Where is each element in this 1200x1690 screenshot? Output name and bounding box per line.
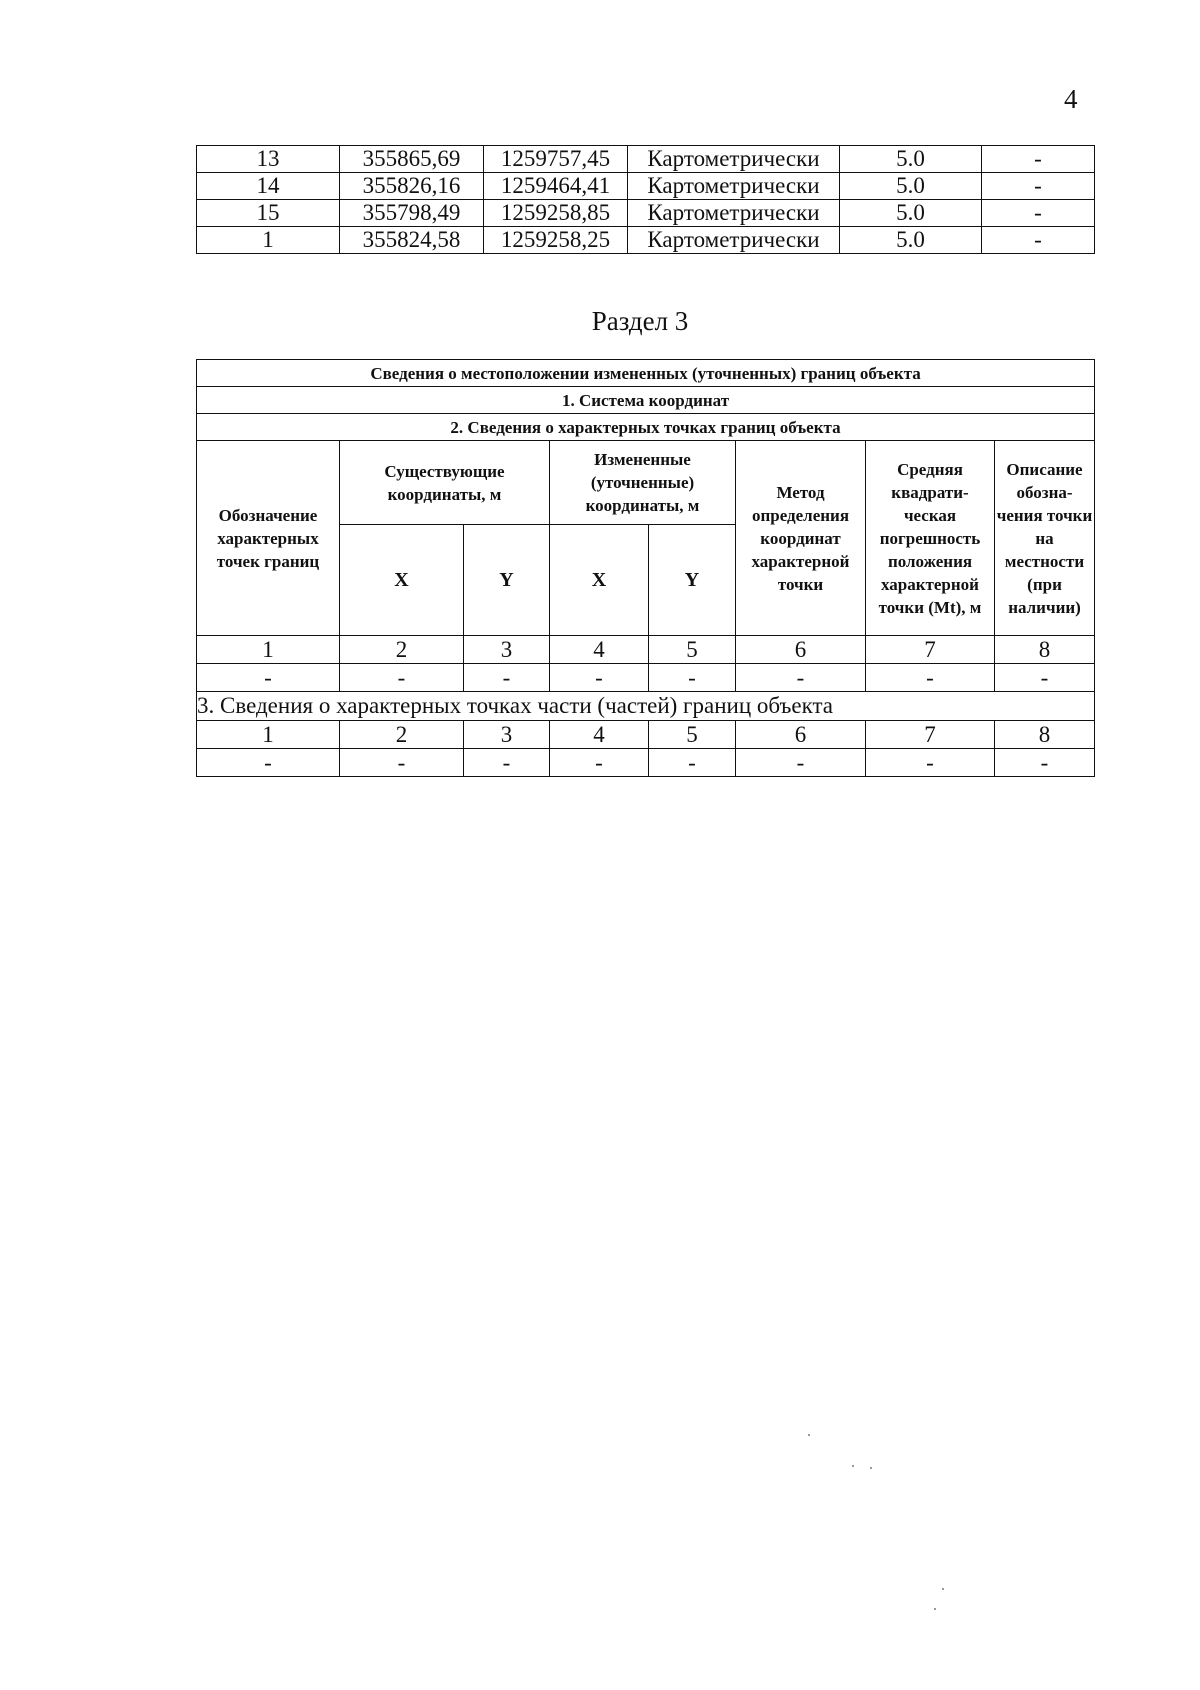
cell-mt: 5.0 (840, 173, 982, 200)
empty-cell: - (736, 749, 866, 777)
column-number: 7 (866, 721, 995, 749)
column-number: 6 (736, 721, 866, 749)
col-existing-coords: Существующие координаты, м (340, 441, 550, 525)
table-header-main: Сведения о местоположении измененных (уточненных) границ объекта (197, 360, 1095, 387)
cell-mt: 5.0 (840, 146, 982, 173)
cell-x-coord: 355824,58 (340, 227, 484, 254)
page-number: 4 (1064, 84, 1078, 114)
table-row (197, 146, 1095, 173)
column-number: 1 (197, 721, 340, 749)
col-changed-coords: Измененные (уточненные) координаты, м (550, 441, 736, 525)
cell-description: - (982, 200, 1095, 227)
column-number: 3 (464, 721, 550, 749)
empty-cell: - (550, 664, 649, 692)
column-number: 8 (995, 721, 1095, 749)
col-method: Метод определения координат характерной точки (736, 441, 866, 636)
column-numbers-row (197, 721, 1095, 749)
empty-data-row (197, 664, 1095, 692)
scan-speck (852, 1465, 854, 1467)
cell-method: Картометрически (628, 200, 840, 227)
col-designation: Обозначение характерных точек границ (197, 441, 340, 636)
table-row (197, 173, 1095, 200)
column-number: 8 (995, 636, 1095, 664)
coordinate-system-header: 1. Система координат (197, 387, 1095, 414)
column-number: 4 (550, 721, 649, 749)
section-title: Раздел 3 (591, 306, 689, 336)
empty-cell: - (197, 749, 340, 777)
cell-y-coord: 1259464,41 (484, 173, 628, 200)
column-number: 2 (340, 636, 464, 664)
scan-speck (934, 1608, 936, 1610)
column-number: 1 (197, 636, 340, 664)
cell-point: 1 (197, 227, 340, 254)
cell-point: 15 (197, 200, 340, 227)
empty-cell: - (464, 664, 550, 692)
col-existing-y: Y (464, 525, 550, 636)
cell-y-coord: 1259258,85 (484, 200, 628, 227)
cell-point: 14 (197, 173, 340, 200)
cell-y-coord: 1259757,45 (484, 146, 628, 173)
column-number: 3 (464, 636, 550, 664)
column-number: 5 (649, 721, 736, 749)
table-row (197, 227, 1095, 254)
col-changed-y: Y (649, 525, 736, 636)
cell-description: - (982, 227, 1095, 254)
col-description: Описание обозна-чения точки на местности (при наличии) (995, 441, 1095, 636)
empty-cell: - (550, 749, 649, 777)
col-existing-x: X (340, 525, 464, 636)
cell-y-coord: 1259258,25 (484, 227, 628, 254)
cell-method: Картометрически (628, 227, 840, 254)
column-numbers-row (197, 636, 1095, 664)
empty-data-row (197, 749, 1095, 777)
empty-cell: - (340, 749, 464, 777)
cell-x-coord: 355798,49 (340, 200, 484, 227)
empty-cell: - (995, 749, 1095, 777)
cell-description: - (982, 146, 1095, 173)
empty-cell: - (736, 664, 866, 692)
cell-mt: 5.0 (840, 200, 982, 227)
column-number: 6 (736, 636, 866, 664)
col-changed-x: X (550, 525, 649, 636)
column-number: 7 (866, 636, 995, 664)
scan-speck (942, 1588, 944, 1590)
empty-cell: - (197, 664, 340, 692)
empty-cell: - (866, 664, 995, 692)
empty-cell: - (464, 749, 550, 777)
cell-x-coord: 355865,69 (340, 146, 484, 173)
boundary-points-table (196, 359, 1095, 777)
column-number: 4 (550, 636, 649, 664)
cell-mt: 5.0 (840, 227, 982, 254)
scan-speck (808, 1434, 810, 1436)
cell-description: - (982, 173, 1095, 200)
empty-cell: - (866, 749, 995, 777)
empty-cell: - (995, 664, 1095, 692)
empty-cell: - (340, 664, 464, 692)
column-number: 2 (340, 721, 464, 749)
points-header: 2. Сведения о характерных точках границ объекта (197, 414, 1095, 441)
column-number: 5 (649, 636, 736, 664)
cell-method: Картометрически (628, 146, 840, 173)
col-error: Средняя квадрати-ческая погрешность положения характерной точки (Mt), м (866, 441, 995, 636)
coordinates-table (196, 145, 1095, 254)
cell-method: Картометрически (628, 173, 840, 200)
subsection-parts: 3. Сведения о характерных точках части (частей) границ объекта (197, 692, 1095, 721)
cell-point: 13 (197, 146, 340, 173)
empty-cell: - (649, 664, 736, 692)
cell-x-coord: 355826,16 (340, 173, 484, 200)
table-row (197, 200, 1095, 227)
scan-speck (870, 1467, 872, 1469)
empty-cell: - (649, 749, 736, 777)
